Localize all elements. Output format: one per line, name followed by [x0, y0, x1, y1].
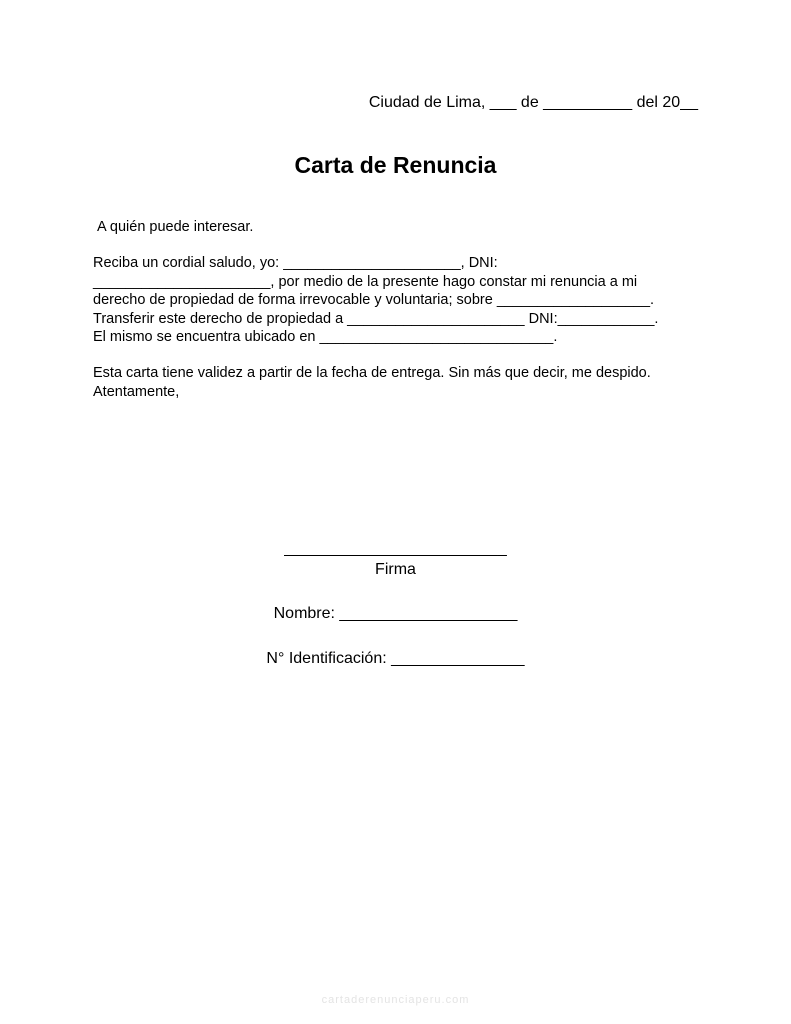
greeting-text: A quién puede interesar. [97, 219, 254, 235]
body-line: El mismo se encuentra ubicado en _____________________________. [93, 329, 558, 346]
body-line: ______________________, por medio de la presente hago constar mi renuncia a mi [93, 273, 638, 290]
validity-line: Esta carta tiene validez a partir de la fecha de entrega. Sin más que decir, me despido. [93, 365, 651, 381]
closing-paragraph [93, 364, 651, 401]
signature-label: Firma [375, 561, 416, 578]
signature-line: _________________________ [284, 540, 507, 557]
id-field-line: N° Identificación: _______________ [266, 650, 525, 667]
closing-salutation: Atentamente, [93, 383, 180, 400]
watermark: cartaderenunciaperu.com [321, 994, 470, 1006]
body-line: Reciba un cordial saludo, yo: ______________________, DNI: [93, 255, 498, 271]
page-title: Carta de Renuncia [294, 152, 497, 178]
date-line: Ciudad de Lima, ___ de __________ del 20__ [368, 94, 698, 111]
name-field-line: Nombre: ____________________ [273, 605, 518, 622]
body-line: derecho de propiedad de forma irrevocable y voluntaria; sobre ___________________. [93, 292, 655, 309]
body-line: Transferir este derecho de propiedad a ______________________ DNI:____________. [93, 310, 659, 327]
letter-body [93, 254, 703, 347]
